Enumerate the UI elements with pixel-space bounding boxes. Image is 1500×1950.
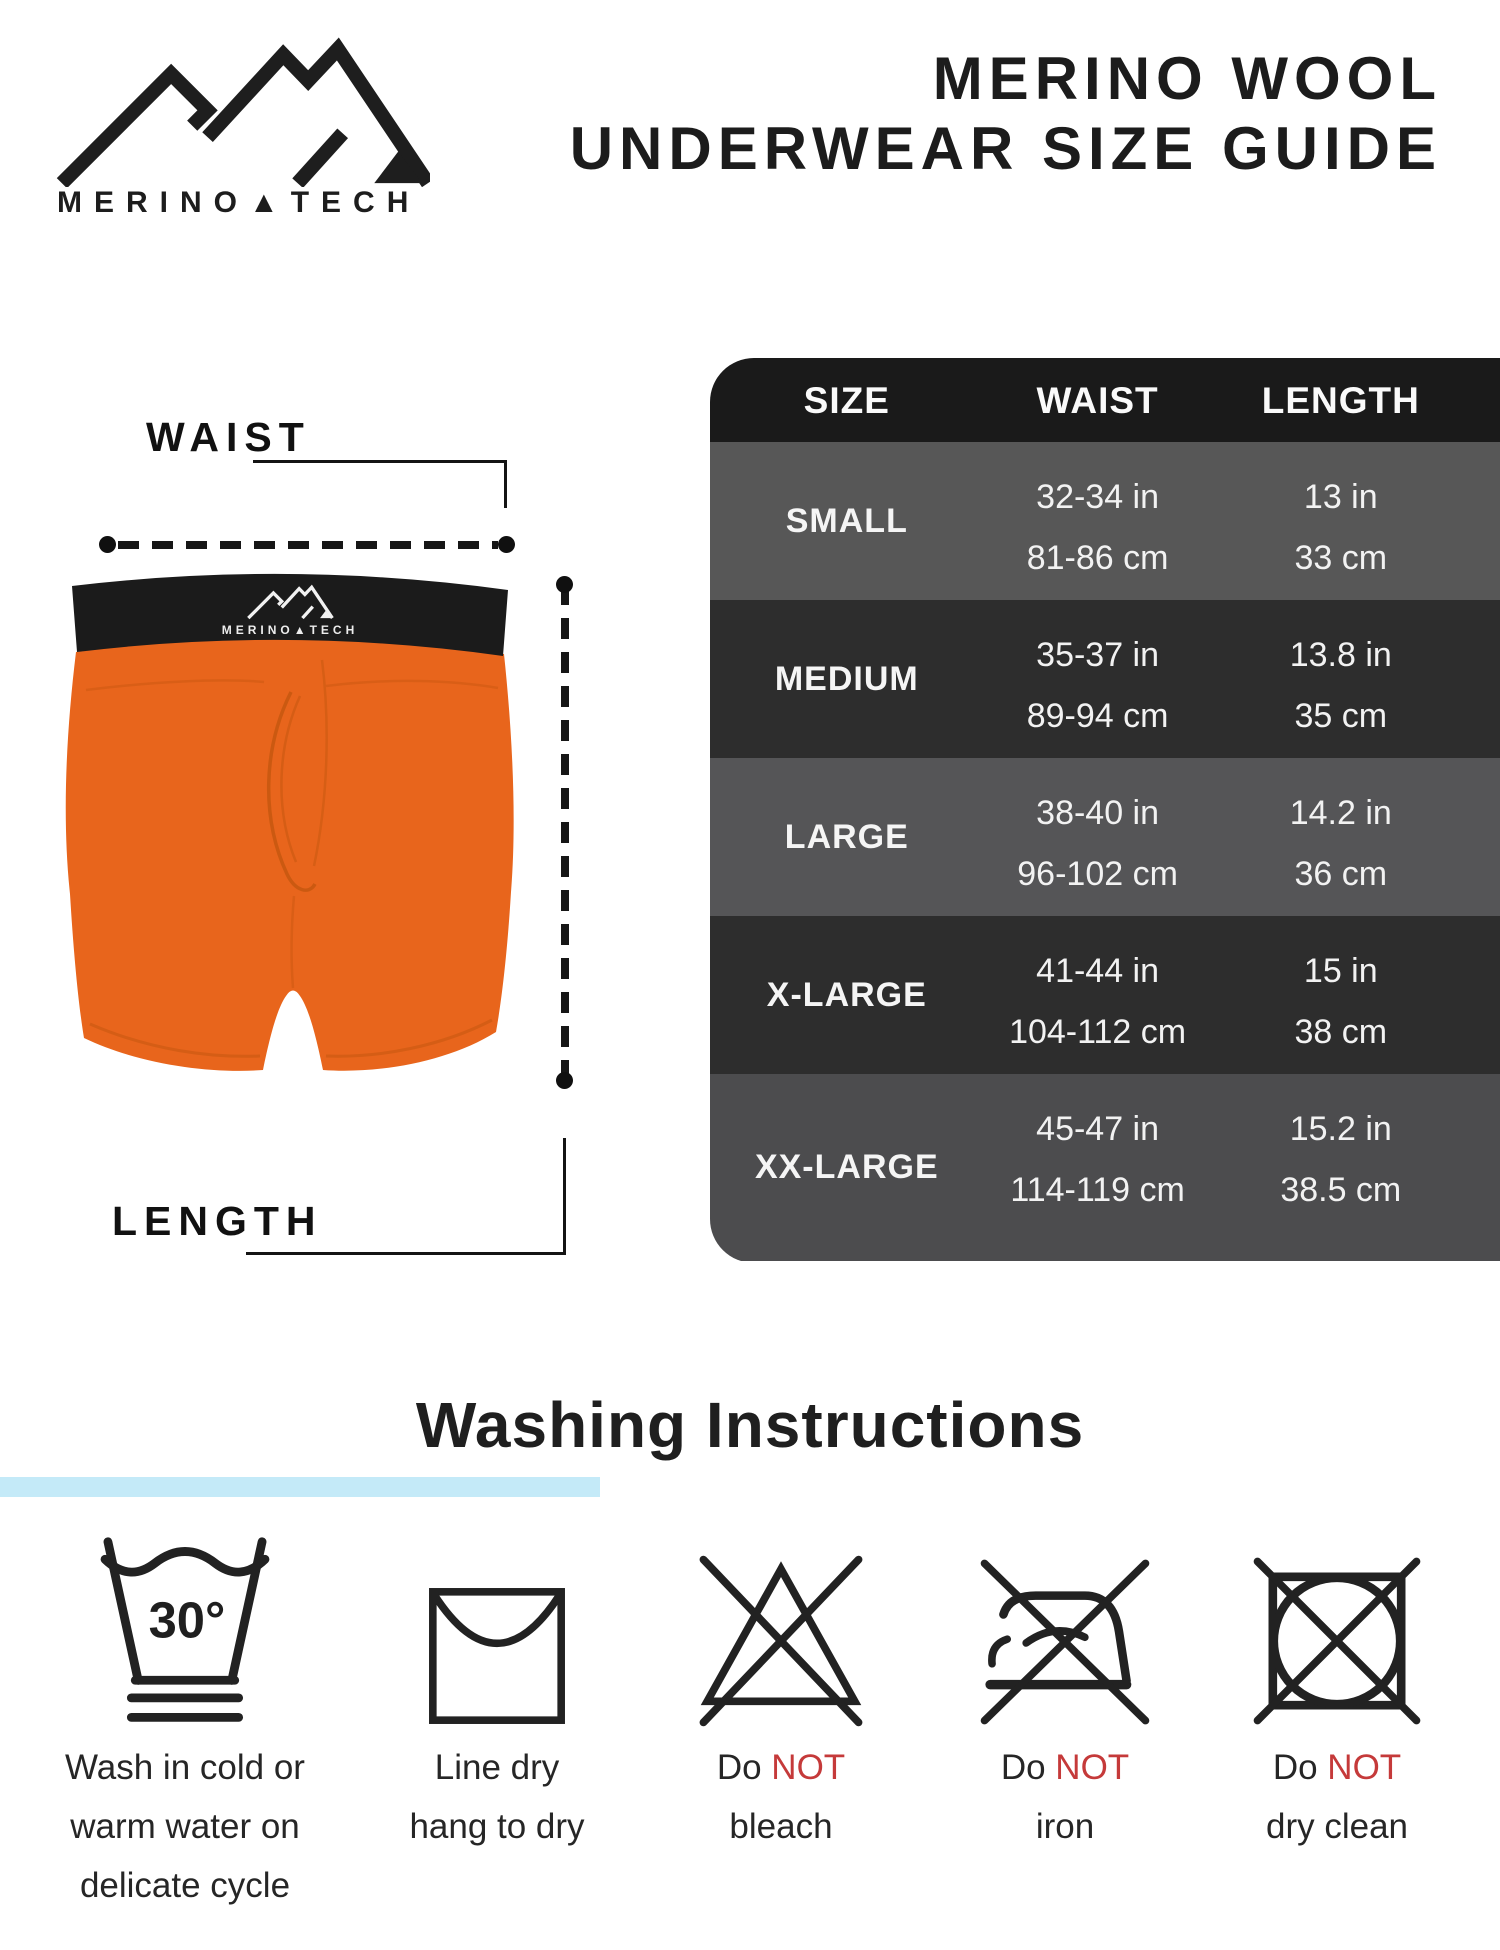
not-emphasis: NOT [1327, 1748, 1402, 1787]
wash-item-no-bleach [616, 1540, 946, 1856]
length-leader-rise [563, 1138, 566, 1252]
accent-bar [0, 1477, 600, 1497]
do-not-dry-clean-icon [1246, 1550, 1428, 1732]
waist-dot-left [99, 536, 116, 553]
wash-30-icon [90, 1532, 280, 1732]
length-cell: 14.2 in 36 cm [1289, 794, 1392, 893]
table-row-large [710, 758, 1500, 916]
wash-item-delicate [20, 1540, 350, 1915]
wash-item-no-dry-clean [1172, 1540, 1500, 1856]
not-emphasis: NOT [1055, 1748, 1130, 1787]
length-label: LENGTH [112, 1198, 323, 1244]
table-row-xx-large [710, 1074, 1500, 1261]
line-dry-icon [421, 1580, 573, 1732]
page-title-line1: MERINO WOOL [932, 45, 1442, 112]
waist-dashed-line [118, 541, 498, 549]
page-title [570, 44, 1442, 184]
table-row-x-large [710, 916, 1500, 1074]
waist-cell: 32-34 in 81-86 cm [1026, 478, 1169, 577]
svg-text:30°: 30° [148, 1591, 226, 1649]
size-cell: LARGE [784, 817, 909, 856]
washing-instructions-heading: Washing Instructions [415, 1389, 1085, 1461]
wash-caption: Do NOT iron [1000, 1748, 1130, 1846]
wash-item-line-dry [332, 1540, 662, 1856]
header-size: SIZE [803, 380, 890, 421]
page-title-line2: UNDERWEAR SIZE GUIDE [569, 115, 1442, 182]
mountain-logo-icon [56, 26, 430, 187]
header-waist: WAIST [1036, 380, 1159, 421]
waist-cell: 45-47 in 114-119 cm [1010, 1110, 1185, 1209]
waist-label: WAIST [146, 414, 311, 460]
waist-cell: 41-44 in 104-112 cm [1009, 952, 1187, 1051]
waist-cell: 38-40 in 96-102 cm [1017, 794, 1178, 893]
size-table [710, 358, 1500, 1263]
header-length: LENGTH [1261, 380, 1420, 421]
wash-caption: Line dry hang to dry [409, 1748, 585, 1846]
waist-cell: 35-37 in 89-94 cm [1026, 636, 1169, 735]
do-not-bleach-icon [690, 1550, 872, 1732]
length-dashed-line [561, 584, 569, 1076]
wash-caption: Do NOT bleach [716, 1748, 846, 1846]
size-cell: XX-LARGE [754, 1148, 939, 1186]
size-cell: MEDIUM [774, 659, 919, 698]
length-leader-line [246, 1252, 566, 1255]
table-row-medium [710, 600, 1500, 758]
table-row-small [710, 442, 1500, 600]
waist-leader-drop [504, 460, 507, 508]
boxer-briefs-image [60, 563, 520, 1095]
length-cell: 13 in 33 cm [1294, 478, 1388, 577]
length-dot-bottom [556, 1072, 573, 1089]
size-cell: SMALL [785, 501, 908, 540]
not-emphasis: NOT [771, 1748, 846, 1787]
length-dot-top [556, 576, 573, 593]
waistband-wordmark: MERINO▲TECH [221, 623, 359, 637]
wash-caption: Do NOT dry clean [1265, 1748, 1409, 1846]
do-not-iron-icon [975, 1552, 1155, 1732]
size-table-header [710, 358, 1500, 442]
waist-dot-right [498, 536, 515, 553]
brand-wordmark: MERINO▲TECH [57, 186, 421, 219]
waist-leader-line [253, 460, 507, 463]
wash-caption: Wash in cold or warm water on delicate cycle [65, 1748, 305, 1905]
length-cell: 13.8 in 35 cm [1289, 636, 1392, 735]
length-cell: 15 in 38 cm [1294, 952, 1388, 1051]
length-cell: 15.2 in 38.5 cm [1280, 1110, 1402, 1209]
size-cell: X-LARGE [766, 975, 927, 1014]
